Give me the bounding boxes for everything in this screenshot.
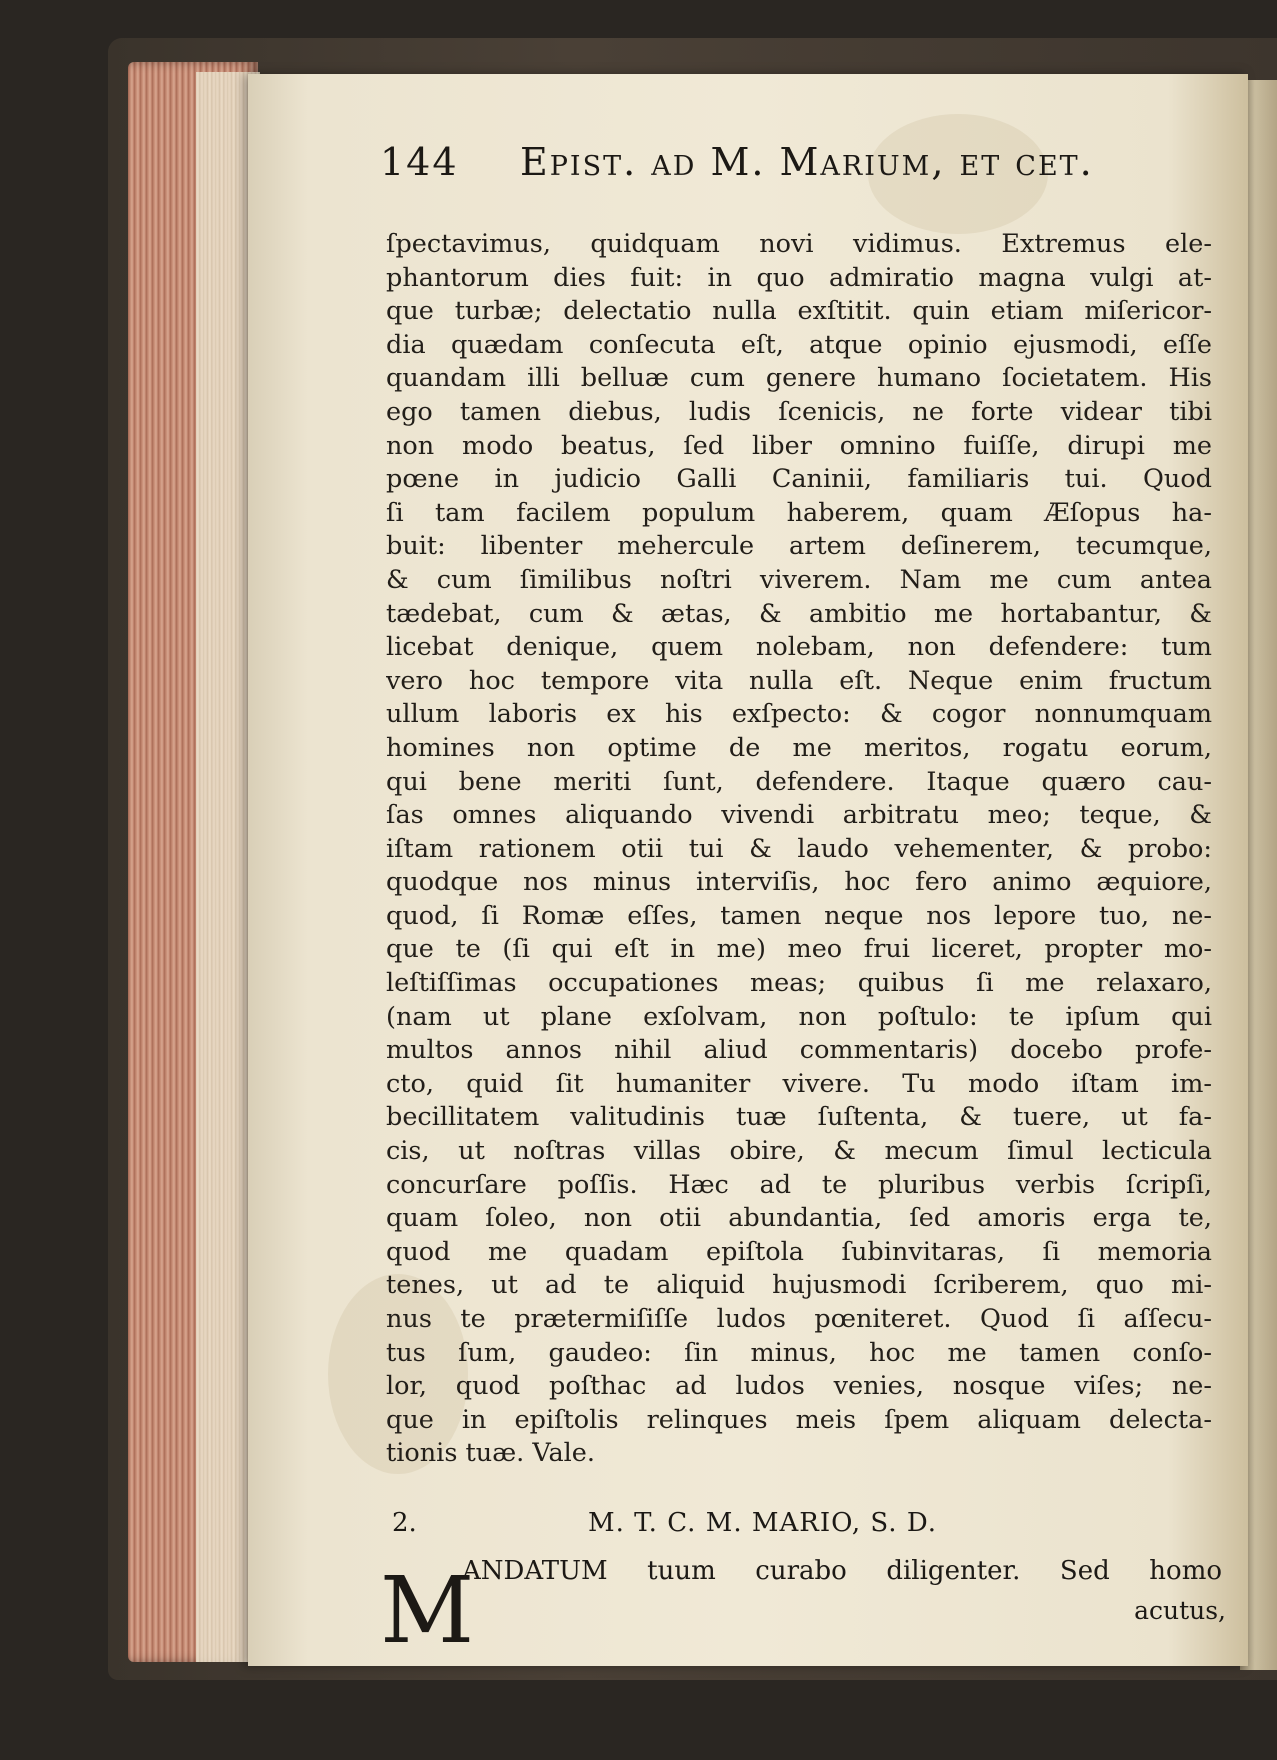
catchword: acutus,	[1134, 1596, 1226, 1625]
text-line: que te (ſi qui eſt in me) meo frui liceret, propter mo-	[386, 934, 1212, 965]
drop-cap: M	[380, 1557, 475, 1664]
text-line: becillitatem valitudinis tuæ ſuſtenta, & tuere, ut fa-	[386, 1102, 1212, 1133]
text-line: licebat denique, quem nolebam, non defendere: tum	[386, 632, 1212, 663]
text-line: quod me quadam epiſtola ſubinvitaras, ſi memoria	[386, 1236, 1212, 1267]
text-line: ullum laboris ex his exſpecto: & cogor nonnumquam	[386, 699, 1212, 730]
text-line: cto, quid ſit humaniter vivere. Tu modo iſtam im-	[386, 1068, 1212, 1099]
text-line: que in epiſtolis relinques meis ſpem aliquam delecta-	[386, 1404, 1212, 1435]
text-line: concurſare poſſis. Hæc ad te pluribus verbis ſcripſi,	[386, 1169, 1212, 1200]
text-line: lor, quod poſthac ad ludos venies, nosque viſes; ne-	[386, 1371, 1212, 1402]
running-header	[380, 140, 1160, 200]
page-number: 144	[380, 140, 459, 184]
text-line: nus te prætermiſiſſe ludos pœniteret. Quod ſi aſſecu-	[386, 1304, 1212, 1334]
text-line: (nam ut plane exſolvam, non poſtulo: te ipſum qui	[386, 1001, 1212, 1032]
letter-number: 2.	[392, 1508, 417, 1538]
text-line: tionis tuæ. Vale.	[386, 1438, 596, 1469]
letter-title: M. T. C. M. MARIO, S. D.	[588, 1508, 938, 1538]
body-text	[386, 228, 1212, 1471]
running-title: Epist. ad M. Marium, et cet.	[520, 140, 1094, 184]
text-line: ſi tam facilem populum haberem, quam Æſopus ha-	[386, 497, 1212, 528]
text-line: ego tamen diebus, ludis ſcenicis, ne forte videar tibi	[386, 396, 1212, 427]
text-line: ſas omnes aliquando vivendi arbitratu meo; teque, &	[386, 800, 1212, 831]
text-line: dia quædam conſecuta eſt, atque opinio ejusmodi, eſſe	[386, 329, 1212, 360]
text-line: homines non optime de me meritos, rogatu eorum,	[386, 732, 1212, 763]
text-line: phantorum dies fuit: in quo admiratio magna vulgi at-	[386, 262, 1212, 293]
text-line: que turbæ; delectatio nulla exſtitit. quin etiam miſericor-	[386, 296, 1212, 327]
text-line: buit: libenter mehercule artem deſinerem, tecumque,	[386, 531, 1212, 562]
text-line: & cum ſimilibus noſtri viverem. Nam me cum antea	[386, 564, 1212, 595]
text-line: pœne in judicio Galli Caninii, familiaris tui. Quod	[386, 464, 1212, 495]
text-line: tædebat, cum & ætas, & ambitio me hortabantur, &	[386, 598, 1212, 629]
letter-opening-line: ANDATUM tuum curabo diligenter. Sed homo	[462, 1556, 1222, 1586]
text-line: leſtiſſimas occupationes meas; quibus ſi me relaxaro,	[386, 968, 1212, 999]
text-line: quodque nos minus interviſis, hoc fero animo æquiore,	[386, 867, 1212, 898]
text-line: ſpectavimus, quidquam novi vidimus. Extremus ele-	[386, 229, 1212, 259]
text-line: qui bene meriti ſunt, defendere. Itaque quæro cau-	[386, 766, 1212, 797]
text-line: quod, ſi Romæ eſſes, tamen neque nos lepore tuo, ne-	[386, 900, 1212, 931]
text-line: vero hoc tempore vita nulla eſt. Neque enim fructum	[386, 665, 1212, 696]
letter-heading	[392, 1508, 1032, 1544]
text-line: non modo beatus, ſed liber omnino fuiſſe, dirupi me	[386, 430, 1212, 461]
text-line: tus ſum, gaudeo: ſin minus, hoc me tamen conſo-	[386, 1337, 1212, 1368]
text-line: multos annos nihil aliud commentaris) docebo profe-	[386, 1035, 1212, 1066]
text-line: iſtam rationem otii tui & laudo vehementer, & probo:	[386, 833, 1212, 864]
text-line: quam ſoleo, non otii abundantia, ſed amoris erga te,	[386, 1203, 1212, 1234]
text-line: tenes, ut ad te aliquid hujusmodi ſcriberem, quo mi-	[386, 1270, 1212, 1301]
text-line: cis, ut noſtras villas obire, & mecum ſimul lecticula	[386, 1136, 1212, 1167]
text-line: quandam illi belluæ cum genere humano ſocietatem. His	[386, 363, 1212, 394]
